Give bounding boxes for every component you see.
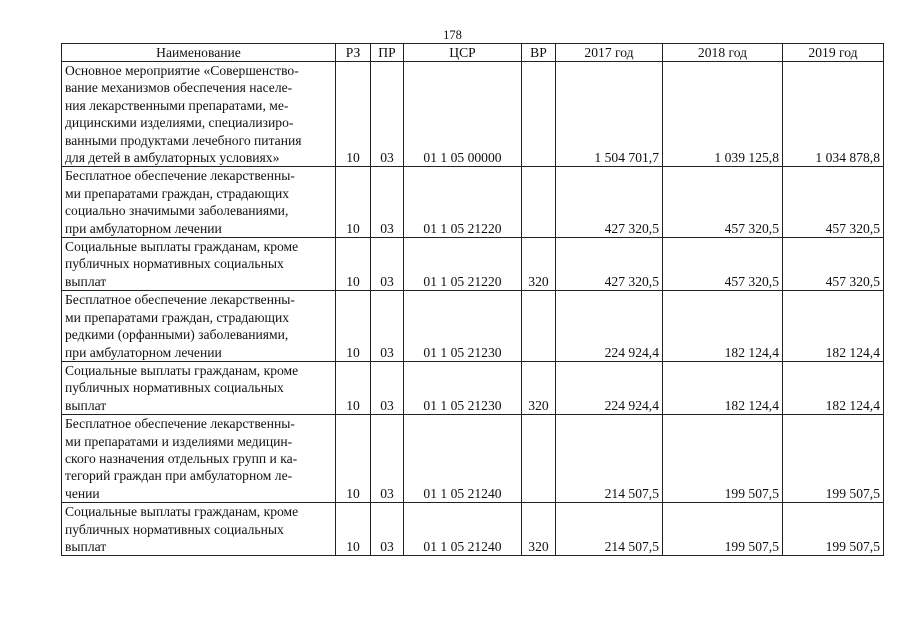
cell-vr: 320 xyxy=(522,238,556,291)
cell-2019: 457 320,5 xyxy=(783,238,884,291)
cell-csr: 01 1 05 21240 xyxy=(404,503,522,556)
cell-2018: 182 124,4 xyxy=(663,291,783,362)
name-line: ского назначения отдельных групп и ка- xyxy=(65,450,298,466)
name-line: тегорий граждан при амбулаторном ле- xyxy=(65,468,293,484)
name-line: выплат xyxy=(65,273,107,289)
cell-rz: 10 xyxy=(336,361,371,414)
name-line: Социальные выплаты гражданам, кроме xyxy=(65,504,299,520)
cell-rz: 10 xyxy=(336,503,371,556)
name-line: ми препаратами граждан, страдающих xyxy=(65,185,290,201)
cell-csr: 01 1 05 21240 xyxy=(404,415,522,503)
column-header-name: Наименование xyxy=(62,44,336,62)
name-line: Бесплатное обеспечение лекарственны- xyxy=(65,168,295,184)
table-row xyxy=(62,62,884,167)
cell-pr: 03 xyxy=(371,361,404,414)
table-row xyxy=(62,291,884,362)
cell-2017: 427 320,5 xyxy=(556,167,663,238)
cell-2017: 1 504 701,7 xyxy=(556,62,663,167)
cell-2019: 182 124,4 xyxy=(783,361,884,414)
column-header-csr: ЦСР xyxy=(404,44,522,62)
page-number: 178 xyxy=(443,28,462,42)
cell-csr: 01 1 05 00000 xyxy=(404,62,522,167)
name-line: выплат xyxy=(65,397,107,413)
cell-2017: 224 924,4 xyxy=(556,361,663,414)
cell-vr xyxy=(522,167,556,238)
table-row xyxy=(62,361,884,414)
name-line: при амбулаторном лечении xyxy=(65,344,222,360)
cell-name xyxy=(62,361,336,414)
column-header-2017: 2017 год xyxy=(556,44,663,62)
cell-2017: 427 320,5 xyxy=(556,238,663,291)
cell-rz: 10 xyxy=(336,167,371,238)
column-header-vr: ВР xyxy=(522,44,556,62)
cell-name xyxy=(62,415,336,503)
cell-2018: 1 039 125,8 xyxy=(663,62,783,167)
cell-2018: 199 507,5 xyxy=(663,415,783,503)
cell-vr xyxy=(522,291,556,362)
cell-vr xyxy=(522,62,556,167)
name-line: социально значимыми заболеваниями, xyxy=(65,203,289,219)
cell-vr: 320 xyxy=(522,361,556,414)
cell-2018: 182 124,4 xyxy=(663,361,783,414)
name-line: чении xyxy=(65,485,100,501)
table-row xyxy=(62,167,884,238)
cell-csr: 01 1 05 21220 xyxy=(404,238,522,291)
column-header-2018: 2018 год xyxy=(663,44,783,62)
name-line: для детей в амбулаторных условиях» xyxy=(65,150,280,166)
name-line: ванными продуктами лечебного питания xyxy=(65,132,302,148)
cell-pr: 03 xyxy=(371,503,404,556)
name-line: при амбулаторном лечении xyxy=(65,220,222,236)
cell-name xyxy=(62,167,336,238)
cell-pr: 03 xyxy=(371,238,404,291)
cell-rz: 10 xyxy=(336,415,371,503)
cell-rz: 10 xyxy=(336,62,371,167)
cell-name xyxy=(62,291,336,362)
name-line: публичных нормативных социальных xyxy=(65,256,284,272)
cell-vr xyxy=(522,415,556,503)
cell-2018: 199 507,5 xyxy=(663,503,783,556)
cell-2019: 199 507,5 xyxy=(783,415,884,503)
name-line: публичных нормативных социальных xyxy=(65,380,284,396)
cell-pr: 03 xyxy=(371,415,404,503)
column-header-2019: 2019 год xyxy=(783,44,884,62)
cell-2017: 214 507,5 xyxy=(556,503,663,556)
column-header-pr: ПР xyxy=(371,44,404,62)
name-line: ми препаратами граждан, страдающих xyxy=(65,309,290,325)
cell-2019: 199 507,5 xyxy=(783,503,884,556)
cell-name xyxy=(62,238,336,291)
cell-csr: 01 1 05 21230 xyxy=(404,361,522,414)
cell-pr: 03 xyxy=(371,291,404,362)
name-line: ния лекарственными препаратами, ме- xyxy=(65,97,289,113)
table-body xyxy=(62,62,884,556)
name-line: редкими (орфанными) заболеваниями, xyxy=(65,327,289,343)
cell-pr: 03 xyxy=(371,62,404,167)
table-row xyxy=(62,503,884,556)
name-line: Социальные выплаты гражданам, кроме xyxy=(65,362,299,378)
table-row xyxy=(62,238,884,291)
name-line: Бесплатное обеспечение лекарственны- xyxy=(65,416,295,432)
cell-vr: 320 xyxy=(522,503,556,556)
name-line: Социальные выплаты гражданам, кроме xyxy=(65,239,299,255)
cell-csr: 01 1 05 21220 xyxy=(404,167,522,238)
budget-table xyxy=(61,43,884,556)
table-header-row xyxy=(62,44,884,62)
column-header-rz: РЗ xyxy=(336,44,371,62)
cell-2018: 457 320,5 xyxy=(663,238,783,291)
name-line: Основное мероприятие «Совершенство- xyxy=(65,63,299,78)
name-line: выплат xyxy=(65,538,107,554)
name-line: вание механизмов обеспечения населе- xyxy=(65,80,293,96)
cell-2019: 1 034 878,8 xyxy=(783,62,884,167)
cell-2019: 457 320,5 xyxy=(783,167,884,238)
cell-pr: 03 xyxy=(371,167,404,238)
cell-csr: 01 1 05 21230 xyxy=(404,291,522,362)
cell-2019: 182 124,4 xyxy=(783,291,884,362)
cell-2018: 457 320,5 xyxy=(663,167,783,238)
name-line: Бесплатное обеспечение лекарственны- xyxy=(65,292,295,308)
name-line: публичных нормативных социальных xyxy=(65,521,284,537)
cell-name xyxy=(62,503,336,556)
table-row xyxy=(62,415,884,503)
name-line: ми препаратами и изделиями медицин- xyxy=(65,433,293,449)
cell-2017: 224 924,4 xyxy=(556,291,663,362)
cell-rz: 10 xyxy=(336,238,371,291)
cell-2017: 214 507,5 xyxy=(556,415,663,503)
cell-name xyxy=(62,62,336,167)
name-line: дицинскими изделиями, специализиро- xyxy=(65,115,294,131)
cell-rz: 10 xyxy=(336,291,371,362)
